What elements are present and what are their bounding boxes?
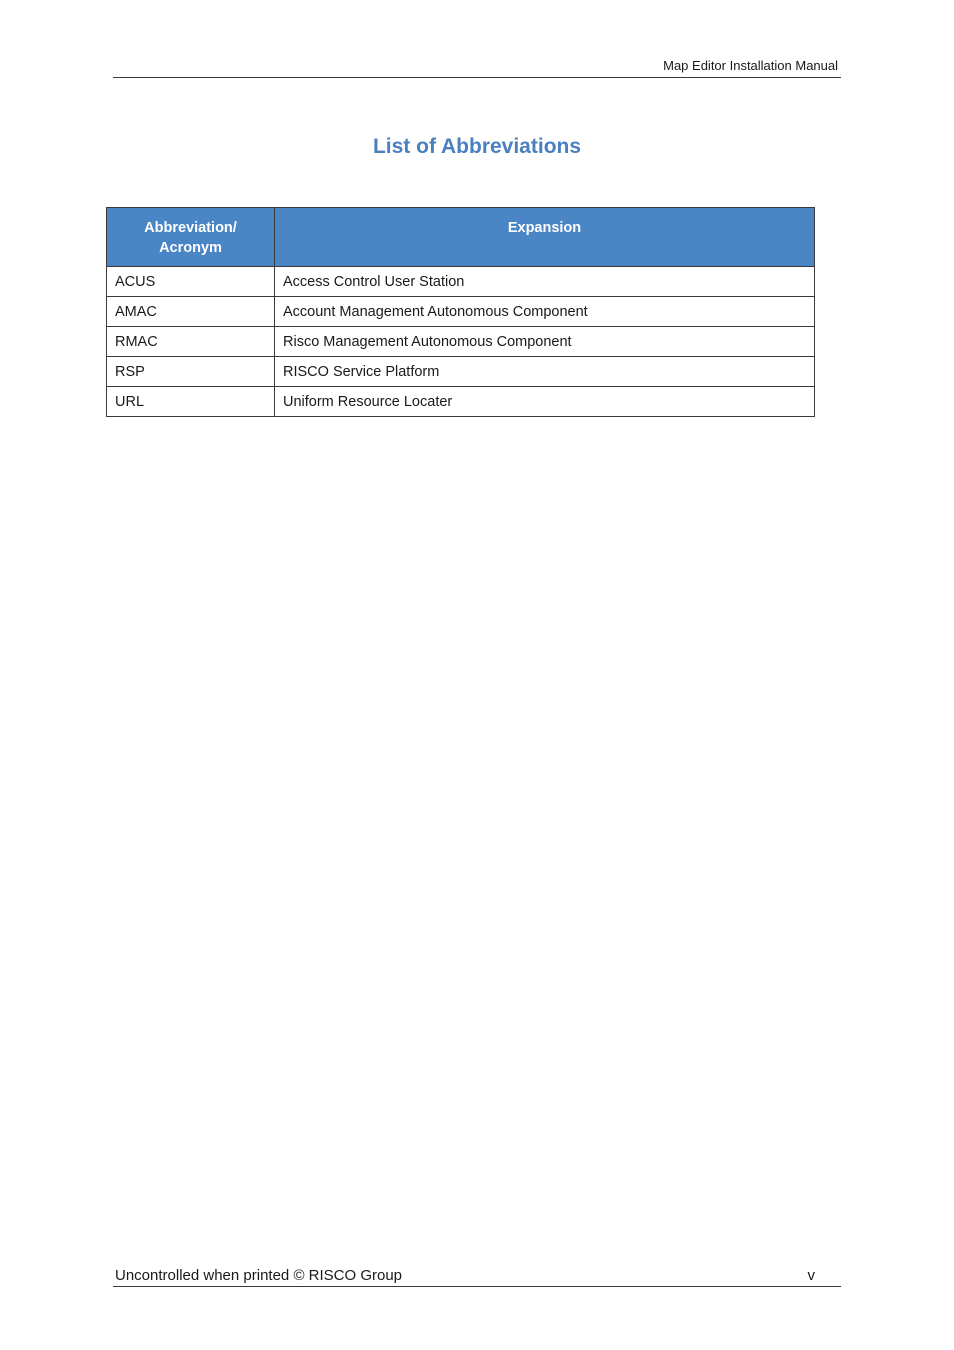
page-title: List of Abbreviations xyxy=(372,135,582,158)
table-row xyxy=(107,297,815,327)
table-row xyxy=(107,327,815,357)
column-header-abbreviation-line2: Acronym xyxy=(159,240,222,256)
expansion-cell: RISCO Service Platform xyxy=(275,357,815,387)
expansion-cell: Risco Management Autonomous Component xyxy=(275,327,815,357)
expansion-cell: Uniform Resource Locater xyxy=(275,387,815,417)
page-header xyxy=(113,57,841,78)
table-header-row xyxy=(107,208,815,267)
table-row xyxy=(107,267,815,297)
abbreviation-cell: AMAC xyxy=(107,297,275,327)
abbreviation-cell: RMAC xyxy=(107,327,275,357)
abbreviation-cell: ACUS xyxy=(107,267,275,297)
table-row xyxy=(107,387,815,417)
abbreviation-cell: URL xyxy=(107,387,275,417)
document-title: Map Editor Installation Manual xyxy=(663,58,838,73)
page-number: v xyxy=(807,1267,815,1284)
footer-notice: Uncontrolled when printed © RISCO Group xyxy=(115,1267,403,1284)
page-footer xyxy=(113,1266,841,1287)
column-header-expansion: Expansion xyxy=(275,208,815,267)
table-row xyxy=(107,357,815,387)
abbreviation-cell: RSP xyxy=(107,357,275,387)
abbreviations-table xyxy=(106,207,815,417)
column-header-abbreviation xyxy=(107,208,275,267)
column-header-abbreviation-line1: Abbreviation/ xyxy=(144,220,237,236)
expansion-cell: Account Management Autonomous Component xyxy=(275,297,815,327)
expansion-cell: Access Control User Station xyxy=(275,267,815,297)
